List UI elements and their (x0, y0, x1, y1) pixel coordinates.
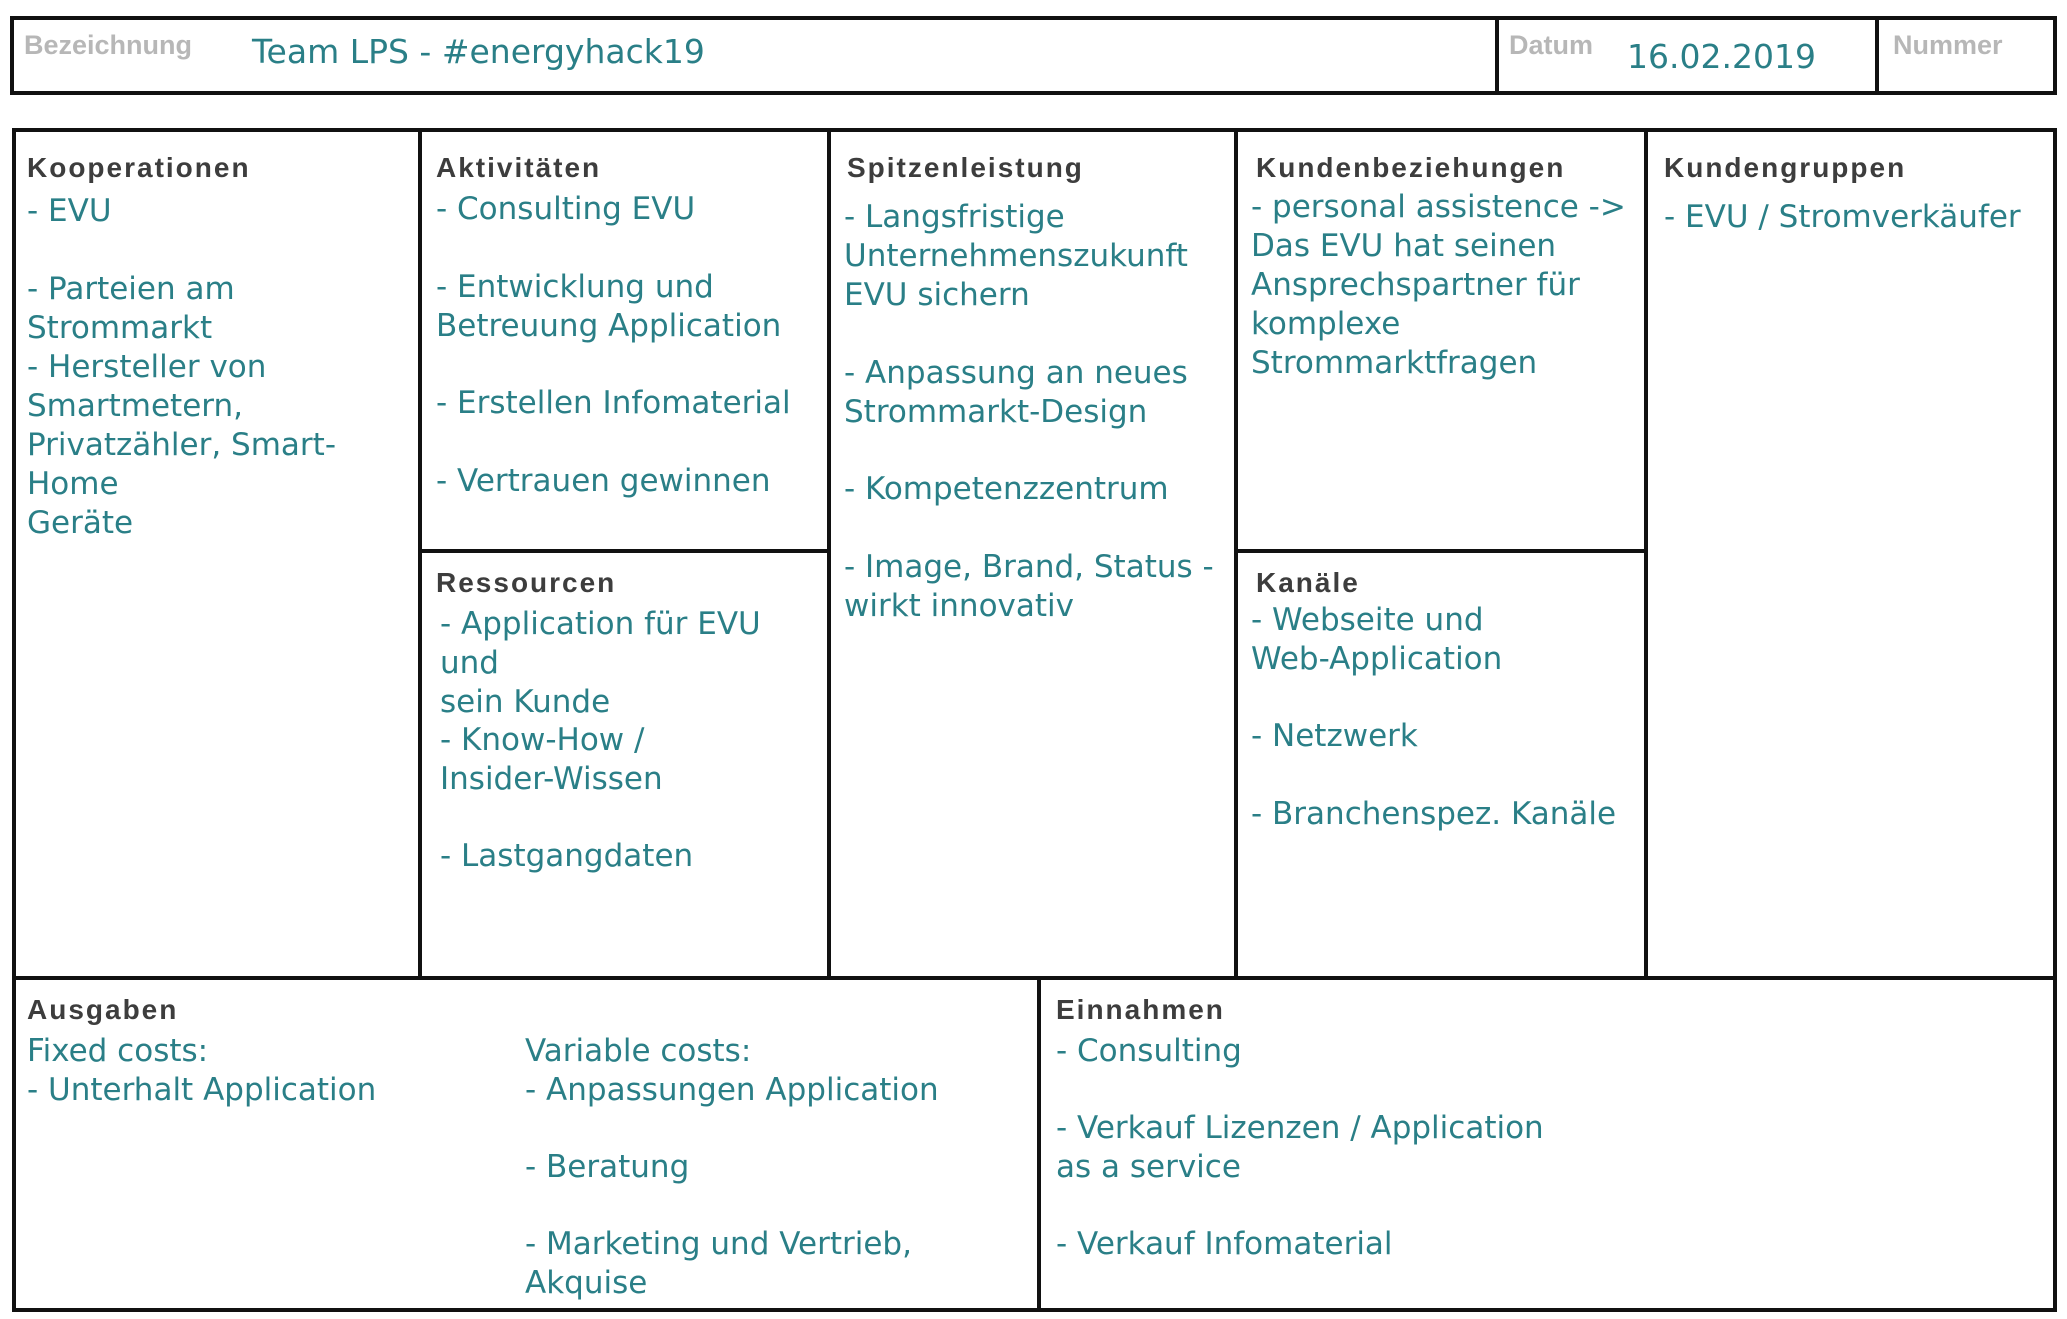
list-item: - Consulting EVU (436, 191, 696, 227)
kanaele-title: Kanäle (1256, 567, 1360, 598)
kooperationen-section (16, 132, 416, 976)
list-item: - Marketing und Vertrieb, Akquise (525, 1226, 912, 1301)
kanaele-section (1238, 553, 1642, 975)
list-item: - Parteien am Strommarkt (27, 271, 235, 346)
header-bezeichnung-box (10, 16, 1499, 95)
list-item: - Anpassung an neues Strommarkt-Design (844, 355, 1188, 430)
list-item: - Lastgangdaten (440, 838, 694, 874)
kooperationen-title: Kooperationen (27, 152, 251, 183)
datum-value: 16.02.2019 (1627, 37, 1816, 76)
list-item: - Vertrauen gewinnen (436, 463, 771, 499)
bezeichnung-value: Team LPS - #energyhack19 (252, 32, 705, 71)
list-item: - Entwicklung und Betreuung Application (436, 269, 782, 344)
ausgaben-section (16, 980, 1036, 1308)
list-item: - Unterhalt Application (27, 1072, 377, 1108)
spitzenleistung-section (831, 132, 1233, 976)
einnahmen-section (1041, 980, 2053, 1308)
list-item: - Kompetenzzentrum (844, 471, 1169, 507)
variable-costs-label: Variable costs: (525, 1033, 752, 1069)
kundengruppen-section (1648, 132, 2053, 976)
aktivitaeten-section (422, 132, 826, 548)
bezeichnung-label: Bezeichnung (24, 30, 193, 60)
list-item: - Branchenspez. Kanäle (1251, 796, 1617, 832)
ressourcen-title: Ressourcen (436, 567, 617, 598)
list-item: - Application für EVU und sein Kunde (440, 606, 761, 720)
list-item: - Erstellen Infomaterial (436, 385, 791, 421)
kundengruppen-title: Kundengruppen (1664, 152, 1907, 183)
list-item: - Know-How / Insider-Wissen (440, 722, 663, 797)
spitzenleistung-title: Spitzenleistung (847, 152, 1084, 183)
kundenbeziehungen-title: Kundenbeziehungen (1256, 152, 1566, 183)
list-item: - Netzwerk (1251, 718, 1418, 754)
kundenbeziehungen-section (1238, 132, 1642, 548)
nummer-label: Nummer (1893, 30, 2003, 60)
list-item: - Webseite und Web-Application (1251, 602, 1503, 677)
list-item: - EVU / Stromverkäufer (1664, 199, 2021, 235)
list-item: - Image, Brand, Status - wirkt innovativ (844, 549, 1214, 624)
list-item: - Verkauf Lizenzen / Application as a service (1056, 1110, 1544, 1185)
list-item: - EVU (27, 193, 112, 229)
fixed-costs-label: Fixed costs: (27, 1033, 209, 1069)
list-item: - Langsfristige Unternehmenszukunft EVU sichern (844, 199, 1188, 313)
list-item: - Consulting (1056, 1033, 1242, 1069)
aktivitaeten-title: Aktivitäten (436, 152, 602, 183)
datum-label: Datum (1509, 30, 1594, 60)
list-item: - Anpassungen Application (525, 1072, 939, 1108)
ausgaben-title: Ausgaben (27, 994, 179, 1025)
list-item: - Beratung (525, 1149, 690, 1185)
list-item: - Hersteller von Smartmetern, Privatzähler, Smart-Home Geräte (27, 349, 337, 541)
einnahmen-title: Einnahmen (1056, 994, 1225, 1025)
ressourcen-section (422, 553, 826, 975)
list-item: - Verkauf Infomaterial (1056, 1226, 1393, 1262)
list-item: - personal assistence -> Das EVU hat seinen Ansprechspartner für komplexe Strommarktfragen (1251, 189, 1626, 381)
